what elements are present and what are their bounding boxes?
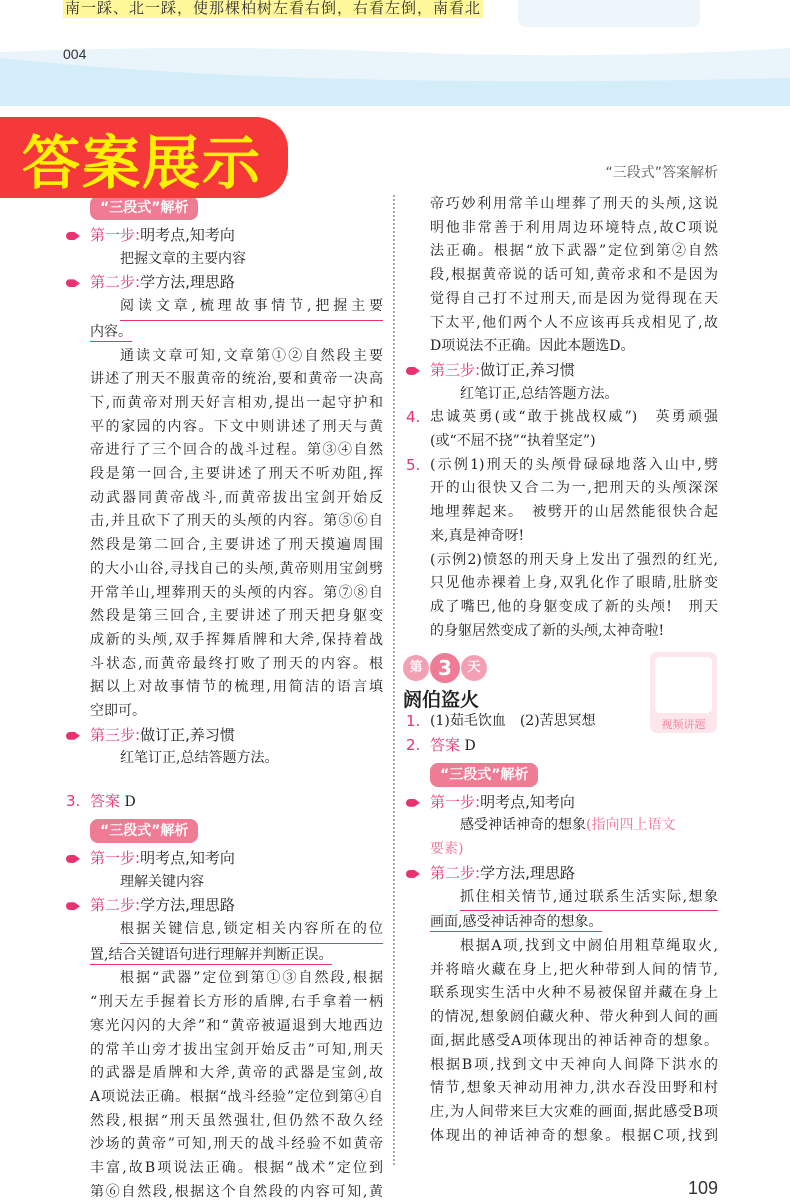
answer-text: D (460, 738, 476, 755)
step-label: 第一步: (430, 792, 481, 811)
step-content: 红笔订正,总结答题方法。 (460, 385, 619, 402)
bullet-icon (66, 732, 80, 740)
step-label: 第一步: (90, 848, 141, 867)
left-column (63, 192, 383, 1204)
text-line (403, 911, 718, 935)
text-line: 空即可。 (90, 703, 146, 720)
step-label: 第二步: (430, 863, 481, 882)
text-line: 情节,想象天神动用神力,洪水吞没田野和村 (430, 1080, 718, 1097)
underlined-text: 置,结合关键语句进行理解并判断正误。 (90, 946, 333, 963)
step-label: 第二步: (90, 896, 141, 915)
step-title: 做订正,养习惯 (140, 725, 235, 744)
day-prefix: 第 (403, 655, 429, 681)
answer-number: 3. (66, 792, 81, 811)
qr-code-area (655, 657, 712, 713)
step-label: 第三步: (430, 360, 481, 379)
text-line: 明他非常善于利用周边环境特点,故C项说 (430, 219, 718, 236)
text-line: 成新的头颅,双手挥舞盾牌和大斧,保持着战 (90, 631, 383, 648)
text-line: 的情况,想象阏伯藏火种、带火种到人间的画 (430, 1009, 718, 1026)
answer-text: 的身躯居然变成了新的头颅,太神奇啦! (430, 622, 665, 639)
text-line: 据以上对故事情节的梳理,用简洁的语言填 (90, 679, 383, 696)
bullet-icon (406, 367, 420, 375)
text-line: “刑天左手握着长方形的盾牌,右手拿着一柄 (90, 994, 383, 1011)
text-line: 段是第一回合,主要讲述了刑天不听劝阻,挥 (90, 466, 383, 483)
step-title: 学方法,理思路 (140, 896, 235, 915)
answer-display-badge (0, 117, 288, 198)
answer-number: 5. (406, 455, 421, 474)
step-content (403, 814, 718, 838)
bullet-icon (406, 870, 420, 878)
text-line: 根据“武器”定位到第①③自然段,根据 (120, 970, 383, 987)
lesson-title: 阏伯盗火 (403, 689, 480, 712)
highlighted-text: 南一踩、北一踩，使那棵柏树左看右倒，右看左倒，南看北 (65, 0, 482, 17)
text-line: 斗状态,而黄帝最终打败了刑天的内容。根 (90, 655, 383, 672)
text-line (403, 886, 718, 912)
day-number: 3 (430, 653, 460, 683)
text-line: 根据B项,找到文中天神向人间降下洪水的 (430, 1056, 718, 1073)
bullet-icon (66, 902, 80, 910)
text-line: 第⑥自然段,根据这个自然段的内容可知,黄 (90, 1183, 383, 1200)
bullet-icon (66, 279, 80, 287)
text-line (63, 321, 383, 345)
answer-line (403, 572, 718, 596)
answer-text: 来,真是神奇呀! (430, 527, 525, 544)
answer-text: 只见他赤裸着上身,双乳化作了眼睛,肚脐变 (430, 575, 718, 592)
text-line: 体现出的神话神奇的想象。根据C项,找到 (430, 1127, 718, 1144)
text-line (63, 944, 383, 968)
text-line: 的常羊山旁才拔出宝剑开始反击”可知,刑天 (90, 1041, 383, 1058)
answer-line (403, 477, 718, 501)
text-line: D项说法不正确。因此本题选D。 (430, 338, 635, 355)
text-line: 帝进行了三个回合的战斗过程。第③④自然 (90, 442, 383, 459)
answer-line (403, 501, 718, 525)
paragraph (63, 345, 383, 724)
wave-decoration (0, 40, 790, 106)
text-line: 的大小山谷,寻找自己的头颅,黄帝则用宝剑劈 (90, 560, 383, 577)
text-line: 觉得自己打不过刑天,而是因为觉得现在天 (430, 290, 718, 307)
answer-line (403, 430, 718, 454)
previous-page-number: 004 (63, 46, 87, 62)
step-heading (63, 724, 383, 748)
answer-line (403, 406, 718, 430)
underlined-text: 画面,感受神话神奇的想象。 (430, 914, 603, 931)
answer-item (403, 454, 718, 644)
step-title: 学方法,理思路 (140, 273, 235, 292)
answer-line (403, 734, 718, 759)
paragraph (403, 886, 718, 935)
paragraph (403, 193, 718, 359)
answer-display-label: 答案展示 (22, 128, 263, 197)
step-content: 把握文章的主要内容 (120, 250, 246, 267)
section-badge: “三段式”解析 (90, 819, 198, 843)
step-label: 第三步: (90, 725, 141, 744)
answer-line (403, 454, 718, 478)
underlined-text: 内容。 (90, 323, 132, 340)
answer-text: (1)茹毛饮血 (2)苦思冥想 (430, 713, 596, 730)
answer-item (403, 406, 718, 453)
top-panel (518, 0, 700, 27)
bullet-icon (406, 799, 420, 807)
answer-line (403, 525, 718, 549)
text-line: 段,根据黄帝说的话可知,黄帝求和不是因为 (430, 267, 718, 284)
curriculum-note: (指向四上语文 (586, 817, 676, 834)
answer-number: 2. (406, 736, 421, 755)
underlined-text: 阅读文章,梳理故事情节,把握主要 (120, 295, 383, 321)
step-heading (403, 359, 718, 383)
answer-key-label: 答案 (430, 736, 461, 755)
answer-line (403, 620, 718, 644)
paragraph (63, 295, 383, 344)
step-content: 理解关键内容 (120, 873, 204, 890)
text-line: 丰富,故B项说法正确。根据“战术”定位到 (90, 1160, 383, 1177)
step-content: 红笔订正,总结答题方法。 (120, 750, 279, 767)
answer-text: 地埋葬起来。 被劈开的山居然能很快合起 (430, 504, 718, 521)
underlined-text: 抓住相关情节,通过联系生活实际,想象 (460, 886, 718, 912)
step-label: 第一步: (90, 226, 141, 244)
text-line: 动武器同黄帝战斗,而黄帝拔出宝剑开始反 (90, 489, 383, 506)
step-heading (403, 862, 718, 886)
answer-text: (示例2)愤怒的刑天身上发出了强烈的红光, (430, 551, 718, 568)
step-heading (403, 791, 718, 815)
bullet-icon (66, 232, 80, 240)
text-line: 的武器是盾牌和大斧,黄帝的武器是宝剑,故 (90, 1065, 383, 1082)
text-line: 面,据此感受A项体现出的神话神奇的想象。 (430, 1032, 718, 1049)
answer-line (403, 596, 718, 620)
text-line (63, 918, 383, 944)
text-line: A项说法正确。根据“战斗经验”定位到第④自 (90, 1088, 383, 1105)
text-line: 沙场的黄帝”可知,刑天的战斗经验不如黄帝 (90, 1136, 383, 1153)
day-suffix: 天 (461, 655, 487, 681)
answer-text: D (120, 794, 136, 811)
answer-text: 成了嘴巴,他的身躯变成了新的头颅! 刑天 (430, 598, 718, 615)
answer-line (63, 790, 383, 815)
answer-text: 开的山很快又合二为一,把刑天的头颅深深 (430, 480, 718, 497)
text-line: 寒光闪闪的大斧”和“黄帝被逼退到大地西边 (90, 1017, 383, 1034)
text-line: 通读文章可知,文章第①②自然段主要 (120, 347, 383, 364)
text-line: 根据A项,找到文中阏伯用粗草绳取火, (460, 937, 718, 954)
step-title: 明考点,知考向 (480, 792, 575, 811)
paragraph (63, 967, 383, 1204)
step-title: 明考点,知考向 (140, 226, 235, 244)
paragraph (63, 918, 383, 967)
step-title: 明考点,知考向 (140, 848, 235, 867)
answer-number: 1. (406, 712, 421, 731)
text-line: 帝巧妙利用常羊山埋葬了刑天的头颅,这说 (430, 196, 718, 212)
section-badge: “三段式”解析 (430, 763, 538, 787)
step-label: 第二步: (90, 273, 141, 292)
answer-key-label: 答案 (90, 792, 121, 811)
answer-item (403, 734, 718, 759)
answer-text: (或“不屈不挠”“执着坚定”) (430, 433, 596, 450)
step-heading (63, 847, 383, 871)
answer-text: 忠诚英勇(或“敢于挑战权威”) 英勇顽强 (430, 409, 718, 426)
step-title: 做订正,养习惯 (480, 360, 575, 379)
text-line: 击,并且砍下了刑天的头颅的内容。第⑤⑥自 (90, 513, 383, 530)
answer-item (63, 790, 383, 815)
text-line: 庄,为人间带来巨大灾难的画面,据此感受B项 (430, 1103, 718, 1120)
section-badge: “三段式”解析 (90, 196, 198, 220)
underlined-text: 根据关键信息,锁定相关内容所在的位 (120, 918, 383, 944)
text-line: 联系现实生活中火种不易被保留并藏在身上 (430, 985, 718, 1002)
text-line: 然段,根据“刑天虽然强壮,但仍然不敌久经 (90, 1112, 383, 1129)
text-line: 讲述了刑天不服黄帝的统治,要和黄帝一决高 (90, 371, 383, 388)
paragraph (403, 935, 718, 1148)
text-line: 下,而黄帝对刑天好言相劝,提出一起守护和 (90, 394, 383, 411)
text-line: 并将暗火藏在身上,把火种带到人间的情节, (430, 961, 718, 978)
running-head: “三段式”答案解析 (605, 165, 718, 181)
text-line: 开常羊山,埋葬刑天的头颅的内容。第⑦⑧自 (90, 584, 383, 601)
text-line: 然段是第三回合,主要讲述了刑天把身躯变 (90, 608, 383, 625)
text-line: 法正确。根据“放下武器”定位到第②自然 (430, 243, 718, 260)
step-title: 学方法,理思路 (480, 863, 575, 882)
answer-text: (示例1)刑天的头颅骨碌碌地落入山中,劈 (430, 456, 718, 473)
column-divider (393, 195, 395, 1165)
step-heading (63, 894, 383, 918)
answer-number: 4. (406, 408, 421, 427)
video-lecture-label: 视频讲题 (661, 718, 706, 731)
step-text: 感受神话神奇的想象 (460, 817, 586, 834)
text-line: 然段是第二回合,主要讲述了刑天摸遍周围 (90, 537, 383, 554)
text-line (63, 295, 383, 321)
step-heading (63, 271, 383, 295)
bullet-icon (66, 855, 80, 863)
video-lecture-button[interactable] (650, 652, 717, 733)
answer-line (403, 549, 718, 573)
text-line: 平的家园的内容。下文中则讲述了刑天与黄 (90, 418, 383, 435)
text-line: 下太平,他们两个人不应该再兵戎相见了,故 (430, 314, 718, 331)
curriculum-note-cont: 要素) (430, 841, 464, 858)
page-number: 109 (688, 1178, 719, 1198)
step-heading (63, 224, 383, 248)
